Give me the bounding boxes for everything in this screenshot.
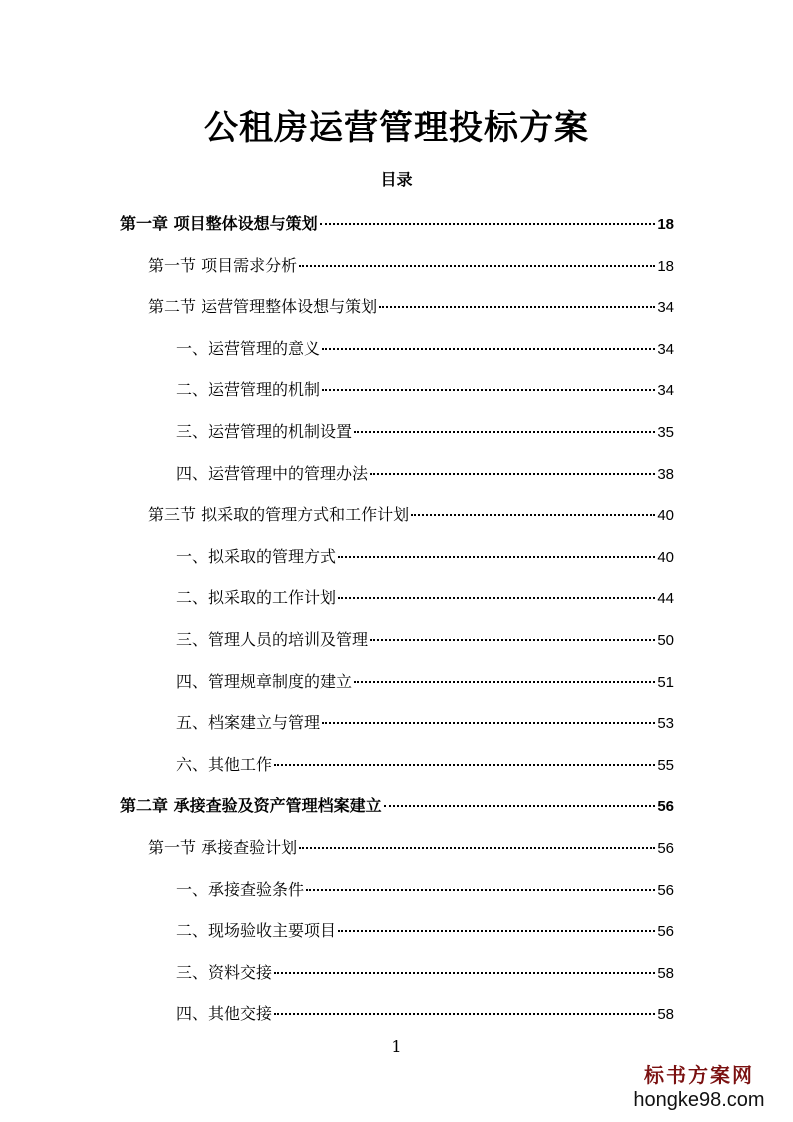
toc-entry-title: 第二章 承接查验及资产管理档案建立	[120, 796, 382, 816]
toc-dot-leader	[354, 681, 655, 683]
toc-entry-title: 五、档案建立与管理	[176, 713, 321, 733]
toc-entry[interactable]	[0, 289, 793, 331]
toc-entry[interactable]	[0, 622, 793, 664]
toc-dot-leader	[411, 514, 655, 516]
toc-entry[interactable]	[0, 788, 793, 830]
watermark-logo	[619, 1062, 779, 1112]
toc-heading: 目录	[380, 170, 413, 189]
toc-entry-page: 58	[657, 964, 674, 982]
toc-entry-page: 55	[657, 756, 674, 774]
toc-dot-leader	[299, 265, 655, 267]
toc-entry[interactable]	[0, 456, 793, 498]
page-number: 1	[391, 1037, 402, 1056]
toc-entry-page: 40	[657, 548, 674, 566]
toc-entry[interactable]	[0, 414, 793, 456]
toc-dot-leader	[370, 473, 655, 475]
toc-entry[interactable]	[0, 872, 793, 914]
toc-entry-page: 40	[657, 507, 674, 525]
toc-dot-leader	[354, 431, 655, 433]
toc-entry-title: 三、资料交接	[176, 962, 273, 982]
toc-entry[interactable]	[0, 372, 793, 414]
table-of-contents	[0, 206, 793, 1038]
toc-entry[interactable]	[0, 248, 793, 290]
toc-entry-page: 56	[657, 923, 674, 941]
toc-entry[interactable]	[0, 331, 793, 373]
toc-entry-title: 第一节 项目需求分析	[148, 255, 298, 275]
toc-entry[interactable]	[0, 830, 793, 872]
toc-dot-leader	[370, 639, 655, 641]
toc-dot-leader	[384, 805, 656, 807]
toc-dot-leader	[322, 389, 655, 391]
toc-entry-page: 18	[657, 257, 674, 275]
toc-entry-title: 一、承接查验条件	[176, 879, 305, 899]
watermark-domain-text: hongke98.com	[633, 1089, 765, 1111]
toc-entry-title: 三、运营管理的机制设置	[176, 421, 353, 441]
toc-entry-page: 34	[657, 382, 674, 400]
toc-dot-leader	[379, 306, 655, 308]
toc-dot-leader	[274, 764, 655, 766]
toc-entry-title: 一、拟采取的管理方式	[176, 546, 337, 566]
toc-dot-leader	[338, 597, 655, 599]
toc-entry-title: 四、其他交接	[176, 1004, 273, 1024]
toc-entry-title: 四、管理规章制度的建立	[176, 671, 353, 691]
toc-dot-leader	[322, 348, 655, 350]
toc-entry-title: 第一节 承接查验计划	[148, 837, 298, 857]
toc-entry-title: 第二节 运营管理整体设想与策划	[148, 297, 378, 317]
toc-entry-page: 50	[657, 631, 674, 649]
toc-entry-page: 44	[657, 590, 674, 608]
toc-entry-page: 51	[657, 673, 674, 691]
document-title: 公租房运营管理投标方案	[204, 108, 589, 148]
toc-dot-leader	[306, 889, 655, 891]
toc-entry[interactable]	[0, 206, 793, 248]
toc-entry-page: 58	[657, 1006, 674, 1024]
toc-entry-title: 六、其他工作	[176, 754, 273, 774]
toc-dot-leader	[322, 722, 655, 724]
toc-entry[interactable]	[0, 539, 793, 581]
toc-entry-title: 第三节 拟采取的管理方式和工作计划	[148, 505, 410, 525]
toc-entry[interactable]	[0, 705, 793, 747]
toc-entry-title: 第一章 项目整体设想与策划	[120, 214, 318, 233]
toc-entry-page: 34	[657, 340, 674, 358]
toc-entry[interactable]	[0, 580, 793, 622]
toc-dot-leader	[338, 930, 655, 932]
toc-entry-page: 34	[657, 299, 674, 317]
toc-entry[interactable]	[0, 497, 793, 539]
toc-entry[interactable]	[0, 747, 793, 789]
toc-entry[interactable]	[0, 664, 793, 706]
toc-entry-title: 三、管理人员的培训及管理	[176, 629, 369, 649]
toc-dot-leader	[299, 847, 655, 849]
toc-entry-title: 四、运营管理中的管理办法	[176, 463, 369, 483]
toc-entry-page: 35	[657, 423, 674, 441]
toc-entry-title: 二、拟采取的工作计划	[176, 588, 337, 608]
toc-entry-page: 56	[657, 839, 674, 857]
toc-dot-leader	[274, 972, 655, 974]
toc-entry-page: 18	[657, 216, 674, 233]
toc-entry-page: 56	[657, 798, 674, 816]
toc-dot-leader	[338, 556, 655, 558]
toc-entry-title: 二、运营管理的机制	[176, 380, 321, 400]
toc-entry-page: 56	[657, 881, 674, 899]
watermark-chinese-text: 标书方案网	[644, 1063, 754, 1087]
toc-entry-title: 一、运营管理的意义	[176, 338, 321, 358]
toc-entry[interactable]	[0, 913, 793, 955]
toc-dot-leader	[274, 1013, 655, 1015]
toc-dot-leader	[320, 223, 656, 225]
toc-entry-page: 53	[657, 715, 674, 733]
toc-entry-title: 二、现场验收主要项目	[176, 921, 337, 941]
toc-entry[interactable]	[0, 996, 793, 1038]
toc-entry[interactable]	[0, 955, 793, 997]
toc-entry-page: 38	[657, 465, 674, 483]
